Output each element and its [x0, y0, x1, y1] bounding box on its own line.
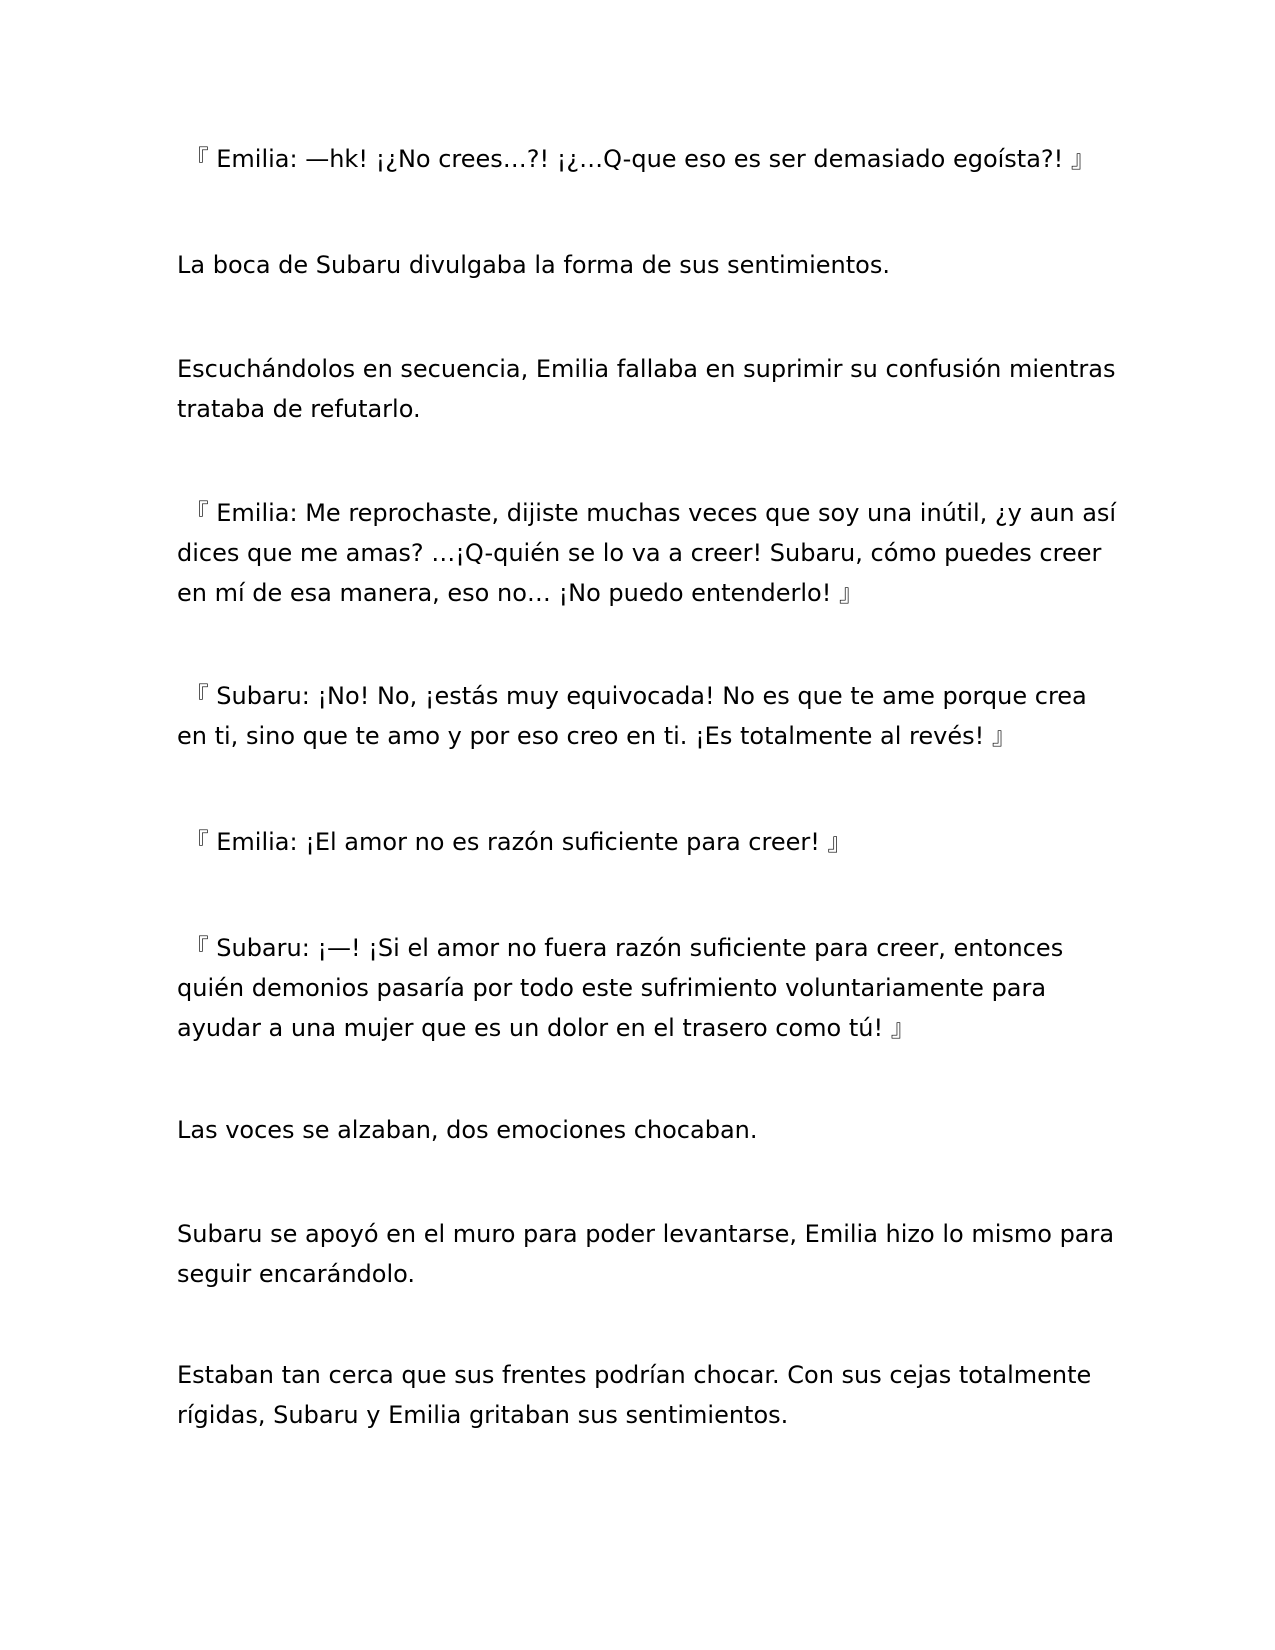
- text-line: rígidas, Subaru y Emilia gritaban sus sentimientos.: [177, 1401, 789, 1429]
- text-line: La boca de Subaru divulgaba la forma de sus sentimientos.: [177, 251, 890, 279]
- narration-paragraph-4: [177, 1214, 1115, 1294]
- text-line: 『 Subaru: ¡—! ¡Si el amor no fuera razón suficiente para creer, entonces: [177, 934, 1064, 962]
- text-line: 『 Subaru: ¡No! No, ¡estás muy equivocada! No es que te ame porque crea: [177, 682, 1087, 710]
- dialogue-subaru-1: [177, 676, 1107, 756]
- narration-paragraph-1: [177, 245, 1107, 285]
- text-line: Escuchándolos en secuencia, Emilia fallaba en suprimir su confusión mientras: [177, 355, 1116, 383]
- narration-paragraph-3: [177, 1110, 1107, 1150]
- dialogue-emilia-3: [177, 822, 1107, 862]
- text-line: seguir encarándolo.: [177, 1260, 416, 1288]
- text-line: en ti, sino que te amo y por eso creo en ti. ¡Es totalmente al revés! 』: [177, 722, 1016, 750]
- dialogue-subaru-2: [177, 928, 1107, 1048]
- dialogue-emilia-1: [177, 139, 1107, 179]
- narration-paragraph-5: [177, 1355, 1107, 1435]
- text-line: 『 Emilia: ¡El amor no es razón suficiente para creer! 』: [177, 828, 852, 856]
- text-line: Subaru se apoyó en el muro para poder levantarse, Emilia hizo lo mismo para: [177, 1220, 1115, 1248]
- text-line: trataba de refutarlo.: [177, 395, 421, 423]
- text-line: quién demonios pasaría por todo este sufrimiento voluntariamente para: [177, 974, 1047, 1002]
- text-line: ayudar a una mujer que es un dolor en el trasero como tú! 』: [177, 1014, 915, 1042]
- narration-paragraph-2: [177, 349, 1116, 429]
- text-line: 『 Emilia: Me reprochaste, dijiste muchas veces que soy una inútil, ¿y aun así: [177, 499, 1117, 527]
- text-line: 『 Emilia: —hk! ¡¿No crees…?! ¡¿…Q-que eso es ser demasiado egoísta?! 』: [177, 145, 1095, 173]
- text-line: dices que me amas? …¡Q-quién se lo va a creer! Subaru, cómo puedes creer: [177, 539, 1102, 567]
- text-line: Las voces se alzaban, dos emociones chocaban.: [177, 1116, 758, 1144]
- text-line: en mí de esa manera, eso no… ¡No puedo entenderlo! 』: [177, 579, 863, 607]
- dialogue-emilia-2: [177, 493, 1117, 613]
- text-line: Estaban tan cerca que sus frentes podrían chocar. Con sus cejas totalmente: [177, 1361, 1092, 1389]
